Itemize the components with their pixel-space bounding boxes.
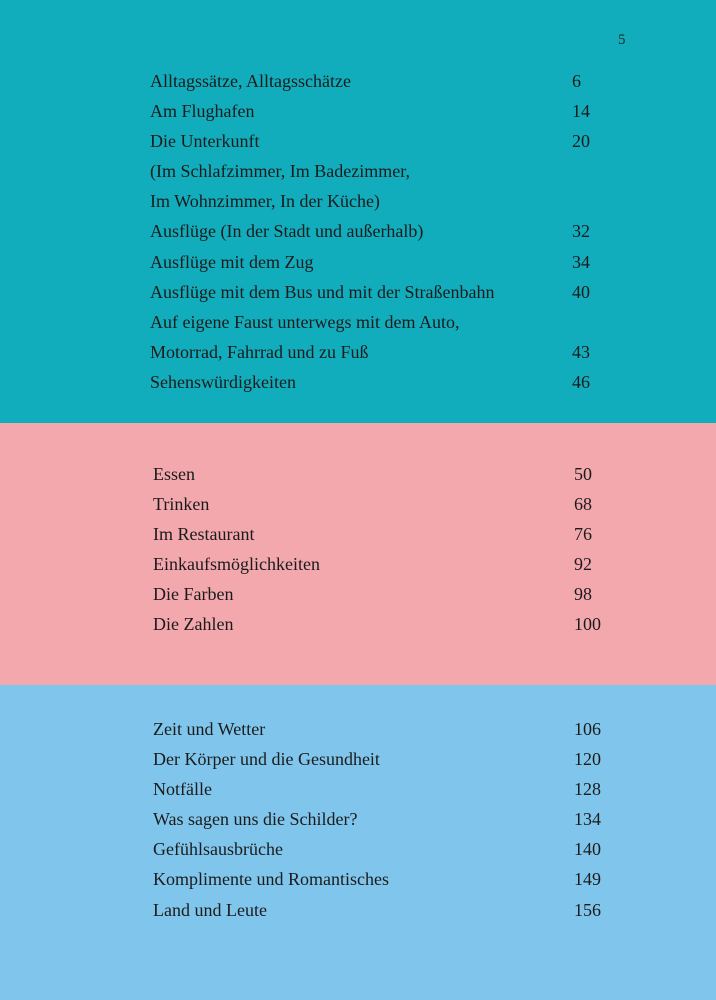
toc-entry-title: Im Wohnzimmer, In der Küche)	[150, 191, 380, 212]
toc-entry-page: 68	[574, 494, 592, 515]
toc-entry-page: 156	[574, 899, 601, 920]
toc-entry-title: Ausflüge mit dem Zug	[150, 251, 314, 272]
toc-entry-title: Notfälle	[153, 779, 212, 800]
toc-entry-title: Auf eigene Faust unterwegs mit dem Auto,	[150, 311, 460, 332]
toc-entry-title: Land und Leute	[153, 899, 267, 920]
toc-entry-page: 140	[574, 839, 601, 860]
toc-entry-title: Alltagssätze, Alltagsschätze	[150, 71, 351, 91]
toc-entry-page: 40	[572, 281, 590, 302]
toc-entry-title: Die Farben	[153, 584, 234, 605]
toc-entry-title: Am Flughafen	[150, 101, 255, 122]
toc-entry-title: Die Unterkunft	[150, 131, 260, 152]
page-number: 5	[618, 32, 626, 48]
toc-entry-title: Motorrad, Fahrrad und zu Fuß	[150, 341, 369, 362]
toc-entry-title: Einkaufsmöglichkeiten	[153, 554, 320, 575]
toc-entry-page: 100	[574, 614, 601, 635]
toc-entry-title: Ausflüge (In der Stadt und außerhalb)	[150, 221, 424, 242]
toc-entry-title: Trinken	[153, 494, 210, 515]
toc-entry-title: Zeit und Wetter	[153, 719, 266, 739]
toc-entry-title: Der Körper und die Gesundheit	[153, 749, 380, 770]
toc-entry-title: Essen	[153, 464, 195, 484]
toc-entry-title: Die Zahlen	[153, 614, 234, 635]
toc-entry-title: Komplimente und Romantisches	[153, 869, 389, 890]
toc-entry-page: 43	[572, 341, 590, 362]
toc-entry-title: (Im Schlafzimmer, Im Badezimmer,	[150, 161, 410, 182]
toc-entry-title: Was sagen uns die Schilder?	[153, 809, 358, 830]
toc-entry-page: 6	[572, 71, 581, 91]
toc-entry-title: Ausflüge mit dem Bus und mit der Straßenbahn	[150, 281, 495, 302]
toc-entry-page: 34	[572, 251, 590, 272]
toc-entry-page: 106	[574, 719, 601, 739]
toc-entry-page: 134	[574, 809, 601, 830]
toc-entry-page: 20	[572, 131, 590, 152]
toc-entry-title: Gefühlsausbrüche	[153, 839, 283, 860]
toc-entry-title: Im Restaurant	[153, 524, 255, 545]
toc-entry-page: 128	[574, 779, 601, 800]
toc-entry-page: 32	[572, 221, 590, 242]
toc-entry-page: 46	[572, 371, 590, 392]
toc-entry-page: 14	[572, 101, 590, 122]
toc-entry-page: 92	[574, 554, 592, 575]
toc-section-blue	[0, 685, 716, 1000]
toc-entry-title: Sehenswürdigkeiten	[150, 371, 296, 392]
toc-section-pink	[0, 423, 716, 685]
toc-entry-page: 149	[574, 869, 601, 890]
toc-entry-page: 98	[574, 584, 592, 605]
toc-entry-page: 76	[574, 524, 592, 545]
toc-entry-page: 50	[574, 464, 592, 484]
toc-entry-page: 120	[574, 749, 601, 770]
